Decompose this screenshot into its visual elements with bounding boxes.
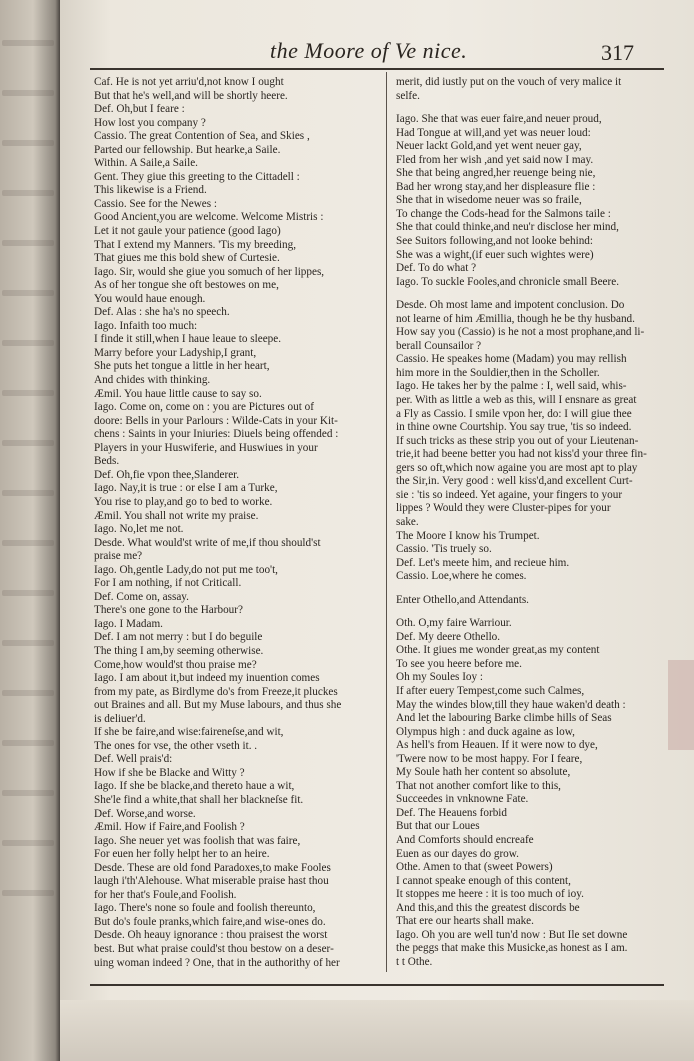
text-line: Bad her wrong stay,and her displeasure flie :	[396, 180, 596, 193]
book-page	[60, 0, 694, 1061]
text-line: And chides with thinking.	[94, 374, 211, 387]
text-line: For I am nothing, if not Criticall.	[94, 577, 242, 590]
text-line: lippes ? Would they were Cluster-pipes for your	[396, 502, 611, 515]
text-line: Def. Let's meete him, and recieue him.	[396, 556, 570, 569]
page-header	[90, 30, 674, 70]
text-line: sake.	[396, 515, 419, 528]
text-line: Iago. Oh,gentle Lady,do not put me too't,	[94, 563, 278, 576]
text-line: Oh my Soules Ioy :	[396, 671, 484, 684]
text-line: Iago. I am about it,but indeed my inuention comes	[94, 672, 320, 685]
text-line: And let the labouring Barke climbe hills of Seas	[396, 712, 612, 725]
text-line: See Suitors following,and not looke behind:	[396, 235, 594, 248]
text-line: There's one gone to the Harbour?	[94, 604, 243, 617]
text-line	[396, 584, 690, 594]
text-line: laugh i'th'Alehouse. What miserable praise hast thou	[94, 875, 329, 888]
text-line: uing woman indeed ? One, that in the authorithy of her	[94, 956, 340, 969]
text-line: Iago. There's none so foule and foolish thereunto,	[94, 902, 316, 915]
text-line: trie,it had beene better you had not kiss'd your three fin-	[396, 448, 647, 461]
text-line: Æmil. How if Faire,and Foolish ?	[94, 821, 245, 834]
text-line: The ones for vse, the other vseth it. .	[94, 739, 258, 752]
text-line: Good Ancient,you are welcome. Welcome Mistris :	[94, 211, 324, 224]
text-line: out Braines and all. But my Muse labours, and thus she	[94, 699, 342, 712]
text-line: Def. My deere Othello.	[396, 630, 501, 643]
text-line: berall Counsailor ?	[396, 339, 482, 352]
text-line: chens : Saints in your Iniuries: Diuels being offended :	[94, 428, 339, 441]
text-line: Cassio. Loe,where he comes.	[396, 570, 527, 583]
text-line: Def. Come on, assay.	[94, 590, 189, 603]
text-line: Æmil. You shall not write my praise.	[94, 509, 259, 522]
text-line: Iago. She neuer yet was foolish that was faire,	[94, 834, 301, 847]
text-line: You rise to play,and go to bed to worke.	[94, 495, 273, 508]
text-line: How if she be Blacke and Witty ?	[94, 766, 245, 779]
text-line: Othe. Amen to that (sweet Powers)	[396, 861, 553, 874]
text-line: My Soule hath her content so absolute,	[396, 766, 571, 779]
text-line: Gent. They giue this greeting to the Cittadell :	[94, 170, 300, 183]
text-line: Iago. If she be blacke,and thereto haue a wit,	[94, 780, 295, 793]
text-line: How say you (Cassio) is he not a most prophane,and li-	[396, 326, 645, 339]
column-divider	[386, 72, 387, 972]
text-line: Oth. O,my faire Warriour.	[396, 617, 512, 630]
header-rule	[90, 68, 664, 70]
text-line: Within. A Saile,a Saile.	[94, 157, 198, 170]
text-line: It stoppes me heere : it is too much of ioy.	[396, 888, 584, 901]
text-line	[396, 607, 690, 617]
page-bottom-margin	[60, 1000, 694, 1061]
text-line: not learne of him Æmillia, though he be thy husband.	[396, 312, 635, 325]
text-line: Desde. Oh most lame and impotent conclusion. Do	[396, 299, 625, 312]
text-line: The Moore I know his Trumpet.	[396, 529, 540, 542]
text-line: Had Tongue at will,and yet was neuer loud:	[396, 126, 591, 139]
text-line: him more in the Souldier,then in the Scholler.	[396, 366, 600, 379]
text-line: t t Othe.	[396, 955, 433, 968]
text-line: As of her tongue she oft bestowes on me,	[94, 279, 279, 292]
text-line: Iago. Nay,it is true : or else I am a Turke,	[94, 482, 278, 495]
text-line: selfe.	[396, 89, 420, 102]
footer-rule	[90, 984, 664, 986]
text-line: Come,how would'st thou praise me?	[94, 658, 257, 671]
text-line: doore: Bells in your Parlours : Wilde-Cats in your Kit-	[94, 414, 338, 427]
text-line: Cassio. See for the Newes :	[94, 197, 218, 210]
text-line: Iago. Infaith too much:	[94, 319, 198, 332]
text-line: Parted our fellowship. But hearke,a Saile.	[94, 143, 281, 156]
text-line: Marry before your Ladyship,I grant,	[94, 346, 257, 359]
text-line: If such tricks as these strip you out of your Lieutenan-	[396, 434, 639, 447]
text-line: Def. Oh,but I feare :	[94, 103, 185, 116]
text-line: She that could thinke,and neu'r disclose her mind,	[396, 221, 619, 234]
text-line: Iago. Come on, come on : you are Pictures out of	[94, 401, 314, 414]
text-line: Euen as our dayes do grow.	[396, 847, 519, 860]
text-line: Desde. These are old fond Paradoxes,to make Fooles	[94, 861, 331, 874]
text-line: This likewise is a Friend.	[94, 184, 207, 197]
text-line: That giues me this bold shew of Curtesie.	[94, 252, 280, 265]
text-line: As hell's from Heauen. If it were now to dye,	[396, 739, 598, 752]
text-line: Def. The Heauens forbid	[396, 806, 508, 819]
text-line: Olympus high : and duck againe as low,	[396, 725, 575, 738]
text-line: Def. I am not merry : but I do beguile	[94, 631, 263, 644]
page-number: 317	[601, 40, 634, 65]
text-line: She'le find a white,that shall her blackneſse fit.	[94, 793, 304, 806]
text-line: Iago. Oh you are well tun'd now : But Ile set downe	[396, 928, 628, 941]
text-line: And this,and this the greatest discords be	[396, 901, 580, 914]
left-text-column	[94, 76, 380, 970]
right-text-column	[396, 76, 690, 969]
text-line: Def. Alas : she ha's no speech.	[94, 306, 230, 319]
text-line: for her that's Foule,and Foolish.	[94, 888, 237, 901]
text-line: She puts het tongue a little in her heart,	[94, 360, 270, 373]
text-line: Def. Oh,fie vpon thee,Slanderer.	[94, 468, 240, 481]
text-line: best. But what praise could'st thou bestow on a deser-	[94, 943, 334, 955]
text-line	[396, 289, 690, 299]
text-line: She that in wisedome neuer was so fraile,	[396, 194, 582, 207]
text-line: the Sir,in. Very good : well kiss'd,and excellent Curt-	[396, 475, 633, 488]
text-line: from my pate, as Birdlyme do's from Freeze,it pluckes	[94, 685, 338, 698]
text-line: Enter Othello,and Attendants.	[396, 593, 529, 606]
text-line: Def. Worse,and worse.	[94, 807, 196, 820]
text-line: That ere our hearts shall make.	[396, 915, 534, 928]
page-tab-marker	[668, 660, 694, 750]
text-line: Neuer lackt Gold,and yet went neuer gay,	[396, 140, 582, 153]
text-line: Cassio. He speakes home (Madam) you may rellish	[396, 353, 627, 366]
text-line: If after euery Tempest,come such Calmes,	[396, 684, 585, 697]
text-line: gers so oft,which now againe you are most apt to play	[396, 461, 638, 474]
text-line: Fled from her wish ,and yet said now I may.	[396, 153, 594, 166]
text-line: If she be faire,and wise:faireneſse,and wit,	[94, 726, 284, 739]
text-line: Desde. Oh heauy ignorance : thou praisest the worst	[94, 929, 328, 942]
text-line: She was a wight,(if euer such wightes were)	[396, 248, 594, 261]
text-line: merit, did iustly put on the vouch of very malice it	[396, 76, 622, 88]
text-line: Def. To do what ?	[396, 262, 477, 275]
text-line: The thing I am,by seeming otherwise.	[94, 644, 264, 657]
text-line: But that he's well,and will be shortly heere.	[94, 89, 288, 102]
text-line: May the windes blow,till they haue waken'd death :	[396, 698, 626, 711]
text-line: Succeedes in vnknowne Fate.	[396, 793, 529, 806]
text-line: a Fly as Cassio. I smile vpon her, do: I will giue thee	[396, 407, 632, 420]
text-line: Beds.	[94, 455, 120, 468]
text-line: Iago. Sir, would she giue you somuch of her lippes,	[94, 265, 325, 278]
text-line: Othe. It giues me wonder great,as my content	[396, 644, 600, 657]
text-line: How lost you company ?	[94, 116, 206, 129]
text-line: To change the Cods-head for the Salmons taile :	[396, 207, 611, 220]
text-line: To see you heere before me.	[396, 657, 522, 670]
text-line: And Comforts should encreafe	[396, 833, 534, 846]
text-line: Let it not gaule your patience (good Iago)	[94, 225, 281, 238]
text-line: But that our Loues	[396, 820, 480, 833]
text-line: in thine owne Courtship. You say true, 'tis so indeed.	[396, 421, 632, 434]
text-line: is deliuer'd.	[94, 712, 146, 725]
text-line: Iago. To suckle Fooles,and chronicle small Beere.	[396, 275, 620, 288]
text-line: praise me?	[94, 550, 143, 563]
text-line: You would haue enough.	[94, 292, 206, 305]
text-line: the peggs that make this Musicke,as honest as I am.	[396, 942, 628, 955]
text-line: sie : 'tis so indeed. Yet againe, your fingers to your	[396, 488, 623, 501]
text-line: That I extend my Manners. 'Tis my breeding,	[94, 238, 297, 251]
text-line: Iago. He takes her by the palme : I, well said, whis-	[396, 380, 627, 393]
text-line	[396, 103, 690, 113]
text-line: I cannot speake enough of this content,	[396, 874, 571, 887]
text-line: But do's foule pranks,which faire,and wise-ones do.	[94, 915, 326, 928]
text-line: Desde. What would'st write of me,if thou should'st	[94, 536, 321, 549]
running-title: the Moore of Ve nice.	[270, 38, 468, 63]
text-line: Players in your Huswiferie, and Huswiues in your	[94, 441, 318, 454]
text-line: Iago. No,let me not.	[94, 523, 184, 536]
text-line: For euen her folly helpt her to an heire.	[94, 848, 270, 861]
text-line: Def. Well prais'd:	[94, 753, 173, 766]
text-line: per. With as little a web as this, will I ensnare as great	[396, 394, 637, 407]
text-line: That not another comfort like to this,	[396, 779, 561, 792]
text-line: Æmil. You haue little cause to say so.	[94, 387, 262, 400]
facing-page-edge	[0, 0, 60, 1061]
text-line: 'Twere now to be most happy. For I feare,	[396, 752, 583, 765]
text-line: Iago. She that was euer faire,and neuer proud,	[396, 113, 602, 126]
text-line: She that being angred,her reuenge being nie,	[396, 167, 596, 180]
text-line: I finde it still,when I haue leaue to sleepe.	[94, 333, 282, 346]
text-line: Cassio. The great Contention of Sea, and Skies ,	[94, 130, 310, 143]
text-line: Cassio. 'Tis truely so.	[396, 543, 492, 556]
text-line: Caf. He is not yet arriu'd,not know I ought	[94, 76, 284, 88]
text-line: Iago. I Madam.	[94, 617, 163, 630]
